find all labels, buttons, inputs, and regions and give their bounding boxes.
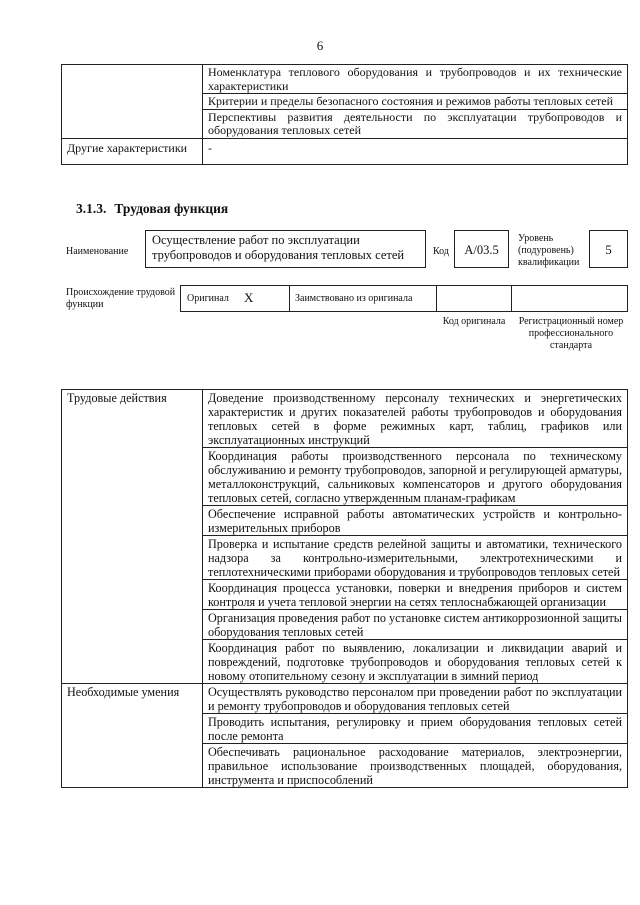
function-name: Осуществление работ по эксплуатации трубопроводов и оборудования тепловых сетей [152, 233, 405, 262]
labor-action-item: Проверка и испытание средств релейной защиты и автоматики, технического надзора за контрольно-измерительными, электротехническими и теплотехническими приборами оборудования и трубопроводов тепловых сетей [203, 536, 628, 580]
name-label: Наименование [66, 246, 129, 257]
section-number: 3.1.3. [76, 201, 107, 216]
labor-action-item: Координация процесса установки, поверки и внедрения приборов и систем контроля и учета тепловой энергии на сетях теплоснабжающей организации [203, 580, 628, 610]
labor-action-item: Организация проведения работ по установке систем антикоррозионной защиты оборудования тепловых сетей [203, 610, 628, 640]
original-box [180, 285, 290, 312]
borrowed-box [289, 285, 437, 312]
level-box [589, 230, 628, 268]
empty-label-cell [62, 65, 203, 139]
labor-action-item: Координация работы производственного персонала по техническому обслуживанию и ремонту трубопроводов, запорной и регулирующей арматуры, металлоконструкций, сальниковых компенсаторов и другого оборудования тепловых сетей, согласно утвержденным планам-графикам [203, 448, 628, 506]
page-number: 6 [316, 38, 324, 53]
knowledge-continuation-table [61, 64, 628, 165]
labor-action-item: Координация работ по выявлению, локализации и ликвидации аварий и повреждений, подготовке трубопроводов и оборудования тепловых сетей к новому отопительному сезону и эксплуатации в зимний период [203, 640, 628, 684]
code-value: А/03.5 [464, 243, 499, 257]
original-mark: X [244, 290, 254, 305]
labor-action-item: Доведение производственному персоналу технических и энергетических характеристик и других показателей работы трубопроводов и оборудования тепловых сетей в форме режимных карт, таблиц, графиков или эксплуатационных инструкций [203, 390, 628, 448]
labor-function-table [61, 389, 628, 788]
other-characteristics-label: Другие характеристики [62, 138, 203, 165]
skill-item: Проводить испытания, регулировку и прием оборудования тепловых сетей после ремонта [203, 714, 628, 744]
labor-action-item: Обеспечение исправной работы автоматических устройств и контрольно-измерительных приборов [203, 506, 628, 536]
level-label: Уровень (подуровень) квалификации [518, 233, 580, 268]
table-row [62, 65, 628, 94]
skill-item: Обеспечивать рациональное расходование материалов, электроэнергии, правильное использование производственных площадей, оборудования, инструмента и приспособлений [203, 744, 628, 788]
skills-label: Необходимые умения [62, 684, 203, 788]
origin-label: Происхождение трудовой функции [66, 287, 176, 310]
borrowed-label: Заимствовано из оригинала [295, 293, 413, 304]
original-label: Оригинал [187, 293, 229, 304]
labor-actions-label: Трудовые действия [62, 390, 203, 684]
registration-number-box [511, 285, 628, 312]
function-name-box [145, 230, 426, 268]
other-characteristics-value: - [203, 138, 628, 165]
section-heading [76, 201, 228, 217]
table-row [62, 684, 628, 714]
skill-item: Осуществлять руководство персоналом при проведении работ по эксплуатации и ремонту трубопроводов и оборудования тепловых сетей [203, 684, 628, 714]
code-label: Код [433, 246, 449, 257]
code-box [454, 230, 509, 268]
origin-code-caption: Код оригинала [442, 316, 506, 327]
registration-caption: Регистрационный номер профессионального стандарта [518, 316, 624, 351]
section-title: Трудовая функция [114, 201, 229, 216]
knowledge-item: Номенклатура теплового оборудования и трубопроводов и их технические характеристики [203, 65, 628, 94]
knowledge-item: Перспективы развития деятельности по эксплуатации трубопроводов и оборудования тепловых сетей [203, 109, 628, 138]
knowledge-item: Критерии и пределы безопасного состояния и режимов работы тепловых сетей [203, 94, 628, 110]
level-value: 5 [605, 242, 612, 257]
table-row [62, 390, 628, 448]
origin-code-box [436, 285, 512, 312]
table-row [62, 138, 628, 165]
